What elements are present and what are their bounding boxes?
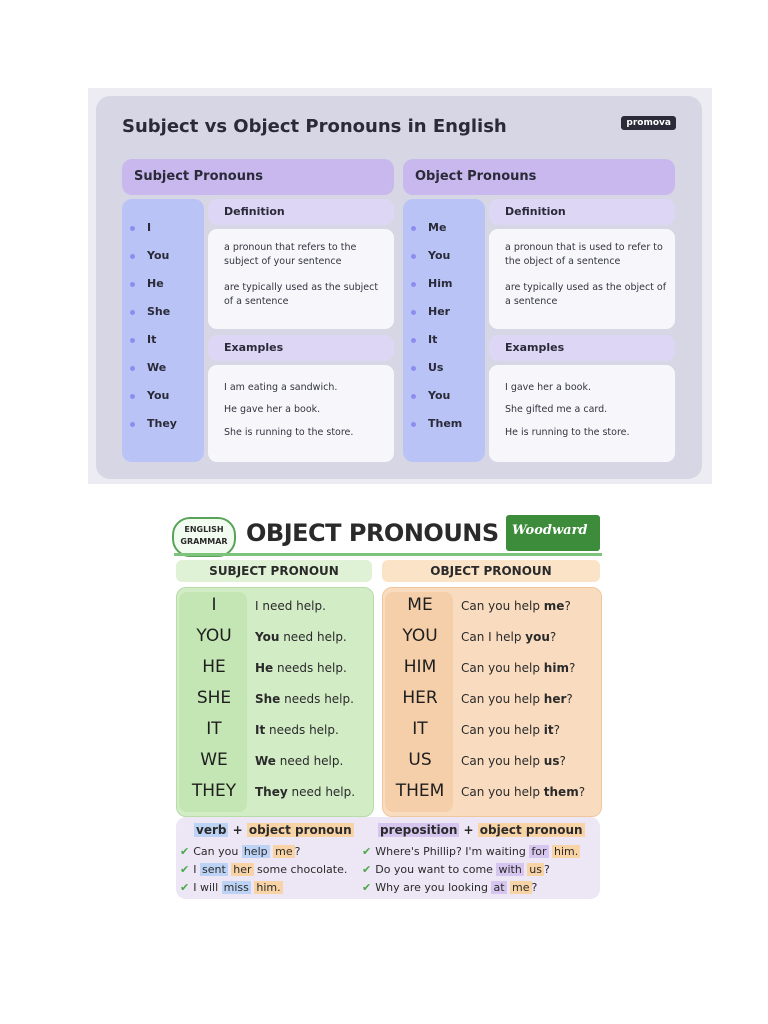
subject-pronoun: WE — [200, 750, 228, 770]
example-item: ✔ Can you help me ? — [180, 845, 301, 858]
example-item: ✔ Do you want to come with us ? — [362, 863, 550, 876]
example-sentence: Can you help them? — [461, 785, 586, 799]
example-text: He gave her a book. — [224, 404, 321, 415]
table-row — [177, 621, 373, 651]
definition-text: a pronoun that refers to the subject of your sentence — [224, 242, 357, 267]
list-item: Them — [411, 417, 462, 435]
example-sentence: I need help. — [255, 599, 326, 613]
list-item: Me — [411, 221, 446, 239]
table-row — [383, 714, 601, 744]
bullet-icon — [411, 254, 416, 259]
example-sentence: Can you help me? — [461, 599, 571, 613]
example-sentence: Can you help it? — [461, 723, 561, 737]
table-row — [177, 745, 373, 775]
example-text: She is running to the store. — [224, 427, 354, 438]
list-item: You — [130, 389, 169, 407]
table-row — [383, 745, 601, 775]
bullet-icon — [130, 282, 135, 287]
example-sentence: Can I help you? — [461, 630, 557, 644]
english-grammar-badge: ENGLISH GRAMMAR — [172, 517, 236, 557]
subject-pronoun-list — [122, 199, 204, 462]
example-sentence: They need help. — [255, 785, 356, 799]
example-text: I am eating a sandwich. — [224, 382, 338, 393]
definition-header: Definition — [489, 199, 675, 225]
example-sentence: She needs help. — [255, 692, 354, 706]
list-item: You — [130, 249, 169, 267]
usage-examples — [176, 817, 600, 899]
bullet-icon — [130, 254, 135, 259]
list-item: He — [130, 277, 164, 295]
object-header: Object Pronouns — [403, 159, 675, 195]
table-row — [383, 776, 601, 806]
object-pronoun: US — [408, 750, 432, 770]
examples-box — [208, 365, 394, 462]
examples-header: Examples — [208, 335, 394, 361]
definition-text: are typically used as the subject of a sentence — [224, 282, 379, 307]
example-sentence: Can you help him? — [461, 661, 576, 675]
example-text: I gave her a book. — [505, 382, 591, 393]
example-item: ✔ Why are you looking at me ? — [362, 881, 538, 894]
table-row — [383, 590, 601, 620]
definition-text: are typically used as the object of a sentence — [505, 282, 667, 307]
subject-pronoun: I — [211, 595, 217, 615]
table-row — [177, 590, 373, 620]
examples-header: Examples — [489, 335, 675, 361]
table-row — [177, 683, 373, 713]
check-icon: ✔ — [180, 863, 190, 876]
example-sentence: We need help. — [255, 754, 344, 768]
example-sentence: It needs help. — [255, 723, 339, 737]
check-icon: ✔ — [362, 845, 372, 858]
definition-text: a pronoun that is used to refer to the object of a sentence — [505, 242, 663, 267]
list-item: Her — [411, 305, 450, 323]
list-item: They — [130, 417, 177, 435]
list-item: We — [130, 361, 166, 379]
card-title: Subject vs Object Pronouns in English — [122, 116, 507, 137]
bullet-icon — [411, 394, 416, 399]
subject-pronoun-header: SUBJECT PRONOUN — [176, 560, 372, 582]
list-item: It — [411, 333, 437, 351]
check-icon: ✔ — [362, 863, 372, 876]
list-item: Him — [411, 277, 452, 295]
object-column — [403, 159, 675, 459]
bullet-icon — [411, 282, 416, 287]
bullet-icon — [130, 310, 135, 315]
object-pronoun: YOU — [402, 626, 438, 646]
subject-pronoun: THEY — [191, 781, 237, 801]
card-title: OBJECT PRONOUNS — [246, 519, 499, 547]
subject-panel — [176, 587, 374, 817]
check-icon: ✔ — [180, 845, 190, 858]
example-item: ✔ I sent her some chocolate. — [180, 863, 348, 876]
list-item: You — [411, 389, 450, 407]
bullet-icon — [130, 338, 135, 343]
formula-verb: verb + object pronoun — [196, 823, 352, 837]
subject-pronoun: SHE — [196, 688, 232, 708]
subject-pronoun: HE — [202, 657, 226, 677]
woodward-logo: Woodward — [506, 515, 600, 551]
examples-box — [489, 365, 675, 462]
example-sentence: You need help. — [255, 630, 347, 644]
definition-box — [208, 229, 394, 329]
formula-preposition: preposition + object pronoun — [380, 823, 583, 837]
bullet-icon — [411, 366, 416, 371]
list-item: She — [130, 305, 170, 323]
object-pronoun-header: OBJECT PRONOUN — [382, 560, 600, 582]
subject-pronoun: IT — [206, 719, 222, 739]
example-sentence: He needs help. — [255, 661, 347, 675]
object-pronoun: HER — [402, 688, 438, 708]
table-row — [177, 776, 373, 806]
definition-header: Definition — [208, 199, 394, 225]
list-item: I — [130, 221, 151, 239]
bullet-icon — [411, 310, 416, 315]
table-row — [383, 683, 601, 713]
example-sentence: Can you help us? — [461, 754, 566, 768]
table-row — [383, 621, 601, 651]
object-pronoun-list — [403, 199, 485, 462]
subject-vs-object-card — [88, 88, 712, 484]
subject-column — [122, 159, 394, 459]
example-sentence: Can you help her? — [461, 692, 573, 706]
example-item: ✔ I will miss him. — [180, 881, 281, 894]
brand-logo: promova — [621, 116, 676, 130]
bullet-icon — [130, 394, 135, 399]
object-panel — [382, 587, 602, 817]
definition-box — [489, 229, 675, 329]
bullet-icon — [130, 226, 135, 231]
object-pronoun: IT — [412, 719, 428, 739]
example-text: He is running to the store. — [505, 427, 630, 438]
divider — [174, 553, 602, 556]
list-item: Us — [411, 361, 443, 379]
table-row — [177, 714, 373, 744]
list-item: You — [411, 249, 450, 267]
bullet-icon — [411, 226, 416, 231]
object-pronoun: ME — [407, 595, 433, 615]
card-panel — [96, 96, 702, 479]
list-item: It — [130, 333, 156, 351]
object-pronoun: HIM — [403, 657, 437, 677]
object-pronouns-card — [170, 513, 604, 903]
check-icon: ✔ — [362, 881, 372, 894]
table-row — [383, 652, 601, 682]
table-row — [177, 652, 373, 682]
subject-header: Subject Pronouns — [122, 159, 394, 195]
check-icon: ✔ — [180, 881, 190, 894]
bullet-icon — [411, 422, 416, 427]
bullet-icon — [130, 422, 135, 427]
example-text: She gifted me a card. — [505, 404, 608, 415]
bullet-icon — [411, 338, 416, 343]
subject-pronoun: YOU — [196, 626, 232, 646]
bullet-icon — [130, 366, 135, 371]
example-item: ✔ Where's Phillip? I'm waiting for him. — [362, 845, 579, 858]
object-pronoun: THEM — [395, 781, 445, 801]
